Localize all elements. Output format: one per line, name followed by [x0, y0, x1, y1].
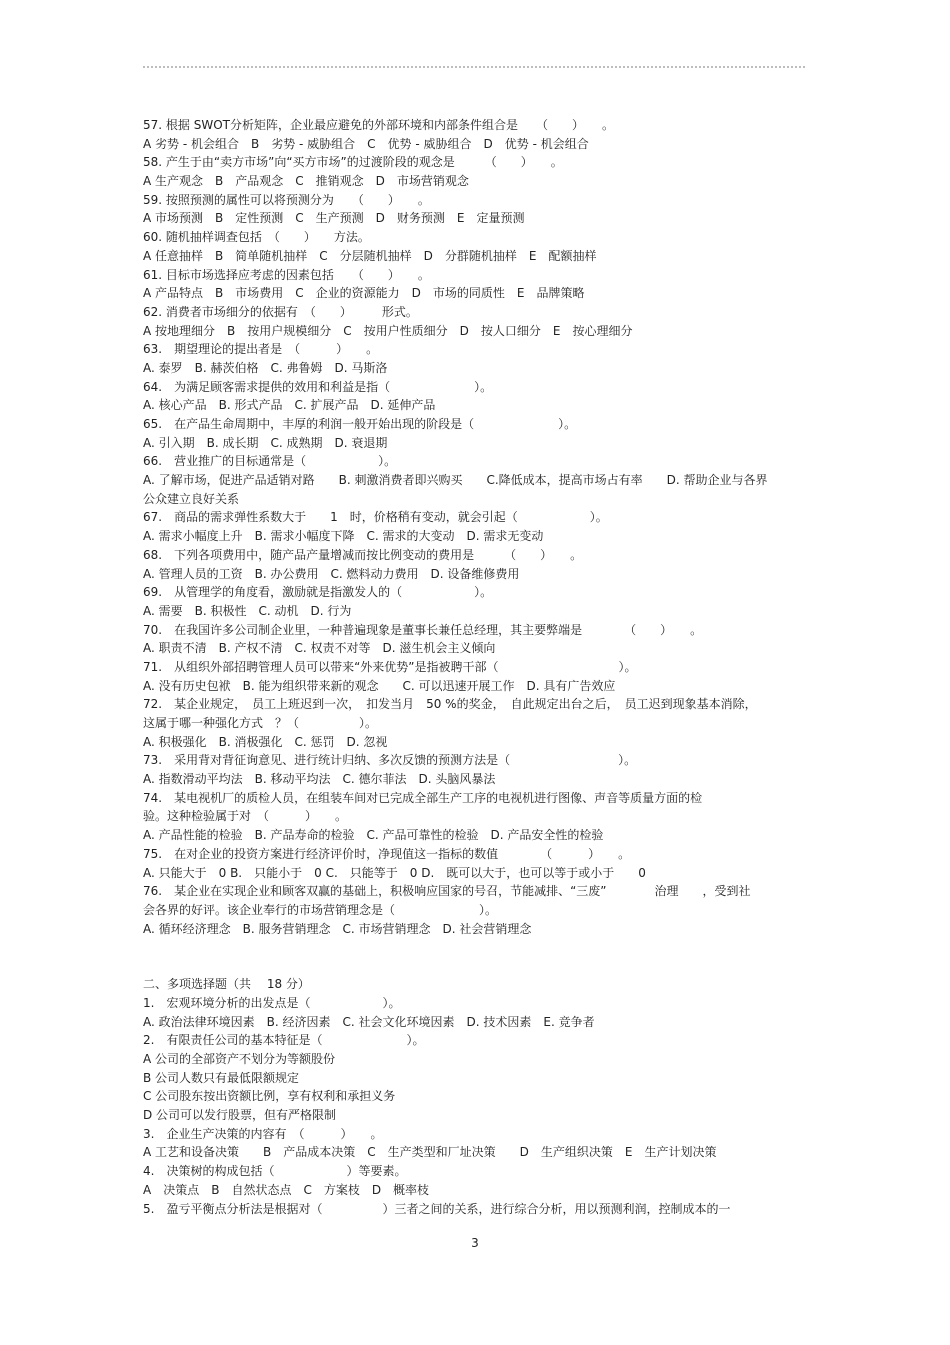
text-line: 76. 某企业在实现企业和顾客双赢的基础上，积极响应国家的号召，节能减排、“三废” 治理 ，受到社: [143, 884, 751, 899]
text-line: A. 需求小幅度上升 B. 需求小幅度下降 C. 需求的大变动 D. 需求无变动: [143, 529, 544, 544]
header-rule: [143, 66, 805, 68]
text-line: 73. 采用背对背征询意见、进行统计归纳、多次反馈的预测方法是（ ）。: [143, 753, 637, 768]
text-line: A. 职责不清 B. 产权不清 C. 权责不对等 D. 滋生机会主义倾向: [143, 641, 496, 656]
text-line: 74. 某电视机厂的质检人员，在组装车间对已完成全部生产工序的电视机进行图像、声音等质量方面的检: [143, 790, 703, 805]
text-line: 60. 随机抽样调查包括 （ ） 方法。: [143, 230, 370, 245]
text-line: 68. 下列各项费用中，随产品产量增减而按比例变动的费用是 （ ） 。: [143, 547, 583, 562]
text-line: A. 需要 B. 积极性 C. 动机 D. 行为: [143, 603, 352, 618]
section-gap: [143, 938, 813, 975]
text-line: 公众建立良好关系: [143, 491, 240, 506]
text-line: A 公司的全部资产不划分为等额股份: [143, 1052, 336, 1066]
text-line: 这属于哪一种强化方式 ？（ ）。: [143, 716, 378, 730]
text-line: A. 核心产品 B. 形式产品 C. 扩展产品 D. 延伸产品: [143, 398, 436, 413]
text-line: 66. 营业推广的目标通常是（ ）。: [143, 454, 397, 469]
text-line: A 产品特点 B 市场费用 C 企业的资源能力 D 市场的同质性 E 品牌策略: [143, 286, 585, 301]
text-line: 验。这种检验属于对 （ ） 。: [143, 809, 348, 824]
text-line: A. 循环经济理念 B. 服务营销理念 C. 市场营销理念 D. 社会营销理念: [143, 921, 532, 936]
text-line: 2. 有限责任公司的基本特征是（ ）。: [143, 1033, 425, 1048]
page-content: [143, 116, 813, 1218]
text-line: 会各界的好评。该企业奉行的市场营销理念是（ ）。: [143, 902, 498, 917]
text-line: A. 了解市场，促进产品适销对路 B. 刺激消费者即兴购买 C.降低成本，提高市场占有率 D. 帮助企业与各界: [143, 473, 768, 488]
text-line: 59. 按照预测的属性可以将预测分为 （ ） 。: [143, 192, 430, 207]
text-line: A 市场预测 B 定性预测 C 生产预测 D 财务预测 E 定量预测: [143, 211, 525, 226]
text-line: A 工艺和设备决策 B 产品成本决策 C 生产类型和厂址决策 D 生产组织决策 E 生产计划决策: [143, 1145, 717, 1160]
text-line: A. 指数滑动平均法 B. 移动平均法 C. 德尔菲法 D. 头脑风暴法: [143, 772, 496, 787]
text-line: 65. 在产品生命周期中，丰厚的利润一般开始出现的阶段是（ ）。: [143, 417, 577, 431]
text-line: A 生产观念 B 产品观念 C 推销观念 D 市场营销观念: [143, 174, 469, 189]
text-line: 62. 消费者市场细分的依据有 （ ） 形式。: [143, 304, 418, 319]
text-line: A. 政治法律环境因素 B. 经济因素 C. 社会文化环境因素 D. 技术因素 E. 竞争者: [143, 1014, 595, 1029]
text-line: 二、多项选择题（共 18 分）: [143, 977, 310, 992]
text-line: 71. 从组织外部招聘管理人员可以带来“外来优势”是指被聘干部（ ）。: [143, 659, 637, 674]
text-line: 1. 宏观环境分析的出发点是（ ）。: [143, 995, 401, 1010]
single-choice-block: [143, 116, 813, 938]
text-line: B 公司人数只有最低限额规定: [143, 1070, 300, 1085]
text-line: 69. 从管理学的角度看，激励就是指激发人的（ ）。: [143, 585, 493, 600]
page-number: 3: [471, 1236, 479, 1250]
text-line: 5. 盈亏平衡点分析法是根据对（ ）三者之间的关系，进行综合分析，用以预测利润，控制成本的一: [143, 1201, 731, 1216]
text-line: A. 引入期 B. 成长期 C. 成熟期 D. 衰退期: [143, 435, 388, 450]
text-line: A 按地理细分 B 按用户规模细分 C 按用户性质细分 D 按人口细分 E 按心理细分: [143, 323, 633, 338]
text-line: C 公司股东按出资额比例，享有权利和承担义务: [143, 1089, 396, 1104]
text-line: 75. 在对企业的投资方案进行经济评价时，净现值这一指标的数值 （ ） 。: [143, 846, 631, 861]
text-line: A. 泰罗 B. 赫茨伯格 C. 弗鲁姆 D. 马斯洛: [143, 360, 388, 375]
text-line: 61. 目标市场选择应考虑的因素包括 （ ） 。: [143, 267, 430, 282]
text-line: 58. 产生于由“卖方市场”向“买方市场”的过渡阶段的观念是 （ ） 。: [143, 155, 563, 170]
text-line: 72. 某企业规定， 员工上班迟到一次， 扣发当月 50 %的奖金， 自此规定出台之后， 员工迟到现象基本消除，: [143, 697, 757, 712]
text-line: A. 产品性能的检验 B. 产品寿命的检验 C. 产品可靠性的检验 D. 产品安全性的检验: [143, 828, 604, 843]
text-line: 4. 决策树的构成包括（ ）等要素。: [143, 1164, 407, 1179]
text-line: A. 管理人员的工资 B. 办公费用 C. 燃料动力费用 D. 设备维修费用: [143, 566, 520, 581]
text-line: 64. 为满足顾客需求提供的效用和利益是指（ ）。: [143, 379, 493, 394]
text-line: A 任意抽样 B 简单随机抽样 C 分层随机抽样 D 分群随机抽样 E 配额抽样: [143, 248, 597, 263]
text-line: 57. 根据 SWOT分析矩阵，企业最应避免的外部环境和内部条件组合是 （ ） 。: [143, 118, 614, 132]
text-line: 67. 商品的需求弹性系数大于 1 时，价格稍有变动，就会引起（ ）。: [143, 510, 608, 525]
text-line: A 劣势 - 机会组合 B 劣势 - 威胁组合 C 优势 - 威胁组合 D 优势 - 机会组合: [143, 136, 589, 151]
text-line: A 决策点 B 自然状态点 C 方案枝 D 概率枝: [143, 1182, 430, 1197]
text-line: D 公司可以发行股票，但有严格限制: [143, 1108, 337, 1123]
text-line: 3. 企业生产决策的内容有 （ ） 。: [143, 1126, 383, 1141]
multiple-choice-block: [143, 975, 813, 1218]
text-line: 70. 在我国许多公司制企业里，一种普遍现象是董事长兼任总经理，其主要弊端是 （ ） 。: [143, 622, 703, 637]
text-line: A. 积极强化 B. 消极强化 C. 惩罚 D. 忽视: [143, 734, 388, 749]
text-line: 63. 期望理论的提出者是 （ ） 。: [143, 342, 379, 357]
text-line: A. 没有历史包袱 B. 能为组织带来新的观念 C. 可以迅速开展工作 D. 具有广告效应: [143, 678, 616, 693]
text-line: A. 只能大于 0 B. 只能小于 0 C. 只能等于 0 D. 既可以大于，也可以等于或小于 0: [143, 865, 646, 880]
